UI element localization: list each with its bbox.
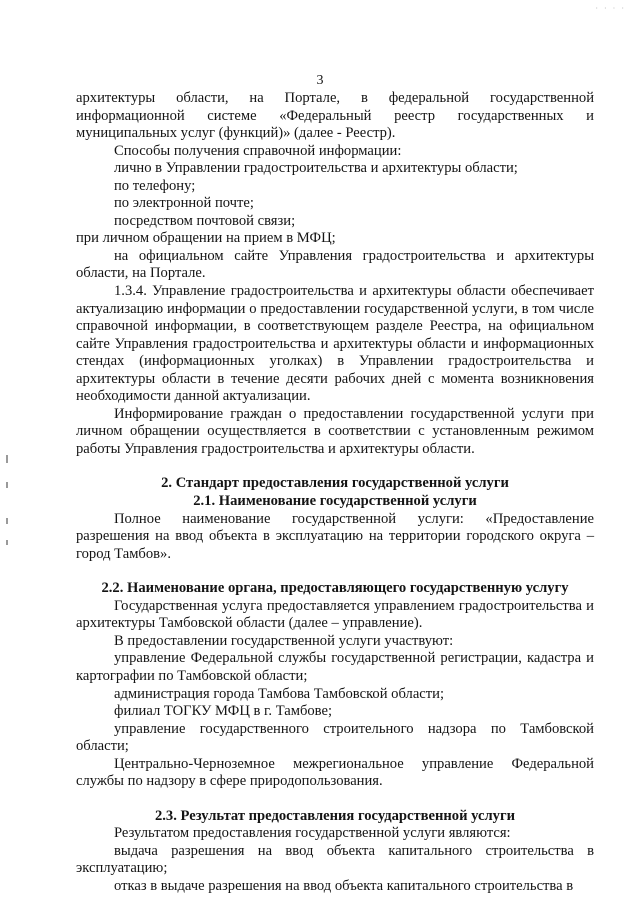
section-heading: 2. Стандарт предоставления государственной услуги: [161, 475, 509, 492]
subsection-heading: 2.1. Наименование государственной услуги: [193, 493, 477, 510]
margin-mark: [6, 482, 8, 488]
subsection-heading: 2.3. Результат предоставления государственной услуги: [154, 807, 516, 824]
paragraph: В предоставлении государственной услуги участвуют:: [114, 632, 454, 649]
subsection-heading: 2.2. Наименование органа, предоставляющего государственную услугу: [101, 580, 569, 597]
list-item: Центрально-Черноземное межрегиональное управление Федеральной службы по надзору в сфере природопользования.: [76, 755, 594, 790]
list-item: на официальном сайте Управления градостроительства и архитектуры области, на Портале.: [76, 247, 594, 282]
list-item: управление Федеральной службы государственной регистрации, кадастра и картографии по Тамбовской области;: [76, 650, 594, 684]
document-body: [76, 90, 594, 896]
list-item: лично в Управлении градостроительства и архитектуры области;: [114, 160, 518, 177]
list-item: филиал ТОГКУ МФЦ в г. Тамбове;: [114, 703, 333, 720]
list-item: по электронной почте;: [114, 195, 254, 212]
corner-marks: · · · ·: [595, 4, 626, 13]
paragraph: Полное наименование государственной услуги: «Предоставление разрешения на ввод объекта в эксплуатацию на территории городского округа – город Тамбов».: [76, 510, 594, 562]
margin-mark: [6, 540, 8, 545]
page-number: 3: [316, 73, 324, 88]
list-item: отказ в выдаче разрешения на ввод объекта капитального строительства в: [114, 877, 574, 894]
list-item: управление государственного строительного надзора по Тамбовской области;: [76, 720, 594, 755]
paragraph: Информирование граждан о предоставлении государственной услуги при личном обращении осуществляется в соответствии с установленным режимом работы Управления градостроительства и архитектуры области.: [76, 405, 594, 457]
margin-mark: [6, 455, 8, 463]
paragraph: Государственная услуга предоставляется управлением градостроительства и архитектуры Тамбовской области (далее – управление).: [76, 597, 594, 632]
paragraph: Результатом предоставления государственной услуги являются:: [114, 825, 511, 842]
list-item: по телефону;: [114, 177, 196, 194]
paragraph: Способы получения справочной информации:: [114, 142, 402, 159]
margin-mark: [6, 518, 8, 524]
paragraph: архитектуры области, на Портале, в федеральной государственной информационной системе «Федеральный реестр государственных и муниципальных услуг (функций)» (далее - Реестр).: [76, 90, 594, 142]
list-item: посредством почтовой связи;: [114, 212, 296, 229]
paragraph: 1.3.4. Управление градостроительства и архитектуры области обеспечивает актуализацию информации о предоставлении государственной услуги, в том числе справочной информации, в соответствующем разделе Реестра, на официальном сайте Управления градостроительства и архитектуры области и информационных стендах (информационных уголках) в Управлении градостроительства и архитектуры области в течение десяти рабочих дней с момента возникновения необходимости данной актуализации.: [76, 283, 594, 405]
list-item: при личном обращении на прием в МФЦ;: [76, 230, 336, 247]
list-item: администрация города Тамбова Тамбовской области;: [114, 685, 445, 702]
list-item: выдача разрешения на ввод объекта капитального строительства в эксплуатацию;: [76, 842, 594, 877]
